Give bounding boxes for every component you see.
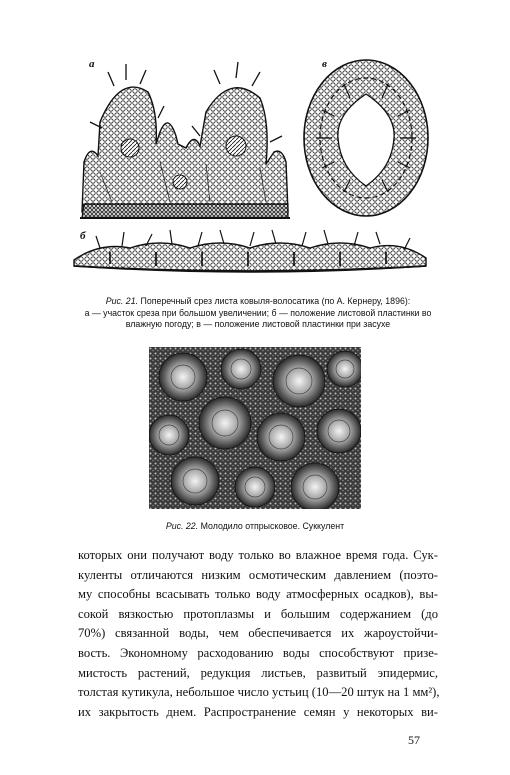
body-line: вость. Экономному расходованию воды способствуют призе- bbox=[78, 645, 438, 660]
body-line: куленты отличаются низким осмотическим давлением (поэто- bbox=[78, 567, 438, 582]
figure-21-caption-text-1: Поперечный срез листа ковыля-волосатика (по А. Кернеру, 1896): bbox=[140, 296, 411, 306]
panel-label-a: а bbox=[89, 58, 95, 70]
figure-22-photo bbox=[149, 347, 361, 509]
figure-22-caption-text: Молодило отпрысковое. Суккулент bbox=[200, 521, 345, 531]
sempervivum-photo bbox=[149, 347, 361, 509]
panel-label-b: б bbox=[80, 230, 86, 242]
body-line: их закрытость днем. Распространение семян у некоторых ви- bbox=[78, 704, 438, 719]
figure-22-caption bbox=[100, 521, 410, 531]
body-line: му способны всасывать только воду атмосферных осадков), вы- bbox=[78, 587, 438, 602]
figure-21-caption bbox=[82, 296, 434, 331]
body-line: толстая кутикула, небольшое число устьиц (10—20 штук на 1 мм²), bbox=[78, 685, 440, 700]
figure-21 bbox=[60, 52, 440, 284]
panel-v-drawing bbox=[304, 60, 428, 216]
body-line: которых они получают воду только во влажное время года. Сук- bbox=[78, 548, 438, 562]
figure-21-caption-line-2: а — участок среза при большом увеличении; б — положение листовой пластинки во bbox=[84, 307, 432, 318]
figure-21-caption-line-1 bbox=[82, 296, 434, 308]
figure-21-caption-line-3: влажную погоду; в — положение листовой пластинки при засухе bbox=[125, 319, 391, 330]
figure-21-drawing bbox=[60, 52, 440, 284]
figure-22-caption-lead: Рис. 22. bbox=[165, 521, 199, 531]
panel-b-drawing bbox=[74, 230, 426, 272]
panel-label-v: в bbox=[322, 58, 327, 70]
body-paragraph bbox=[78, 546, 438, 722]
page-number: 57 bbox=[408, 733, 420, 747]
body-line: сокой вязкостью протоплазмы и большим содержанием (до bbox=[78, 606, 438, 621]
panel-a-drawing bbox=[80, 62, 290, 218]
body-line: мистость растений, редукция листьев, развитый эпидермис, bbox=[78, 665, 438, 680]
figure-21-caption-lead: Рис. 21. bbox=[105, 296, 139, 306]
body-line: 70%) связанной воды, чем обеспечивается их жароустойчи- bbox=[78, 626, 438, 641]
